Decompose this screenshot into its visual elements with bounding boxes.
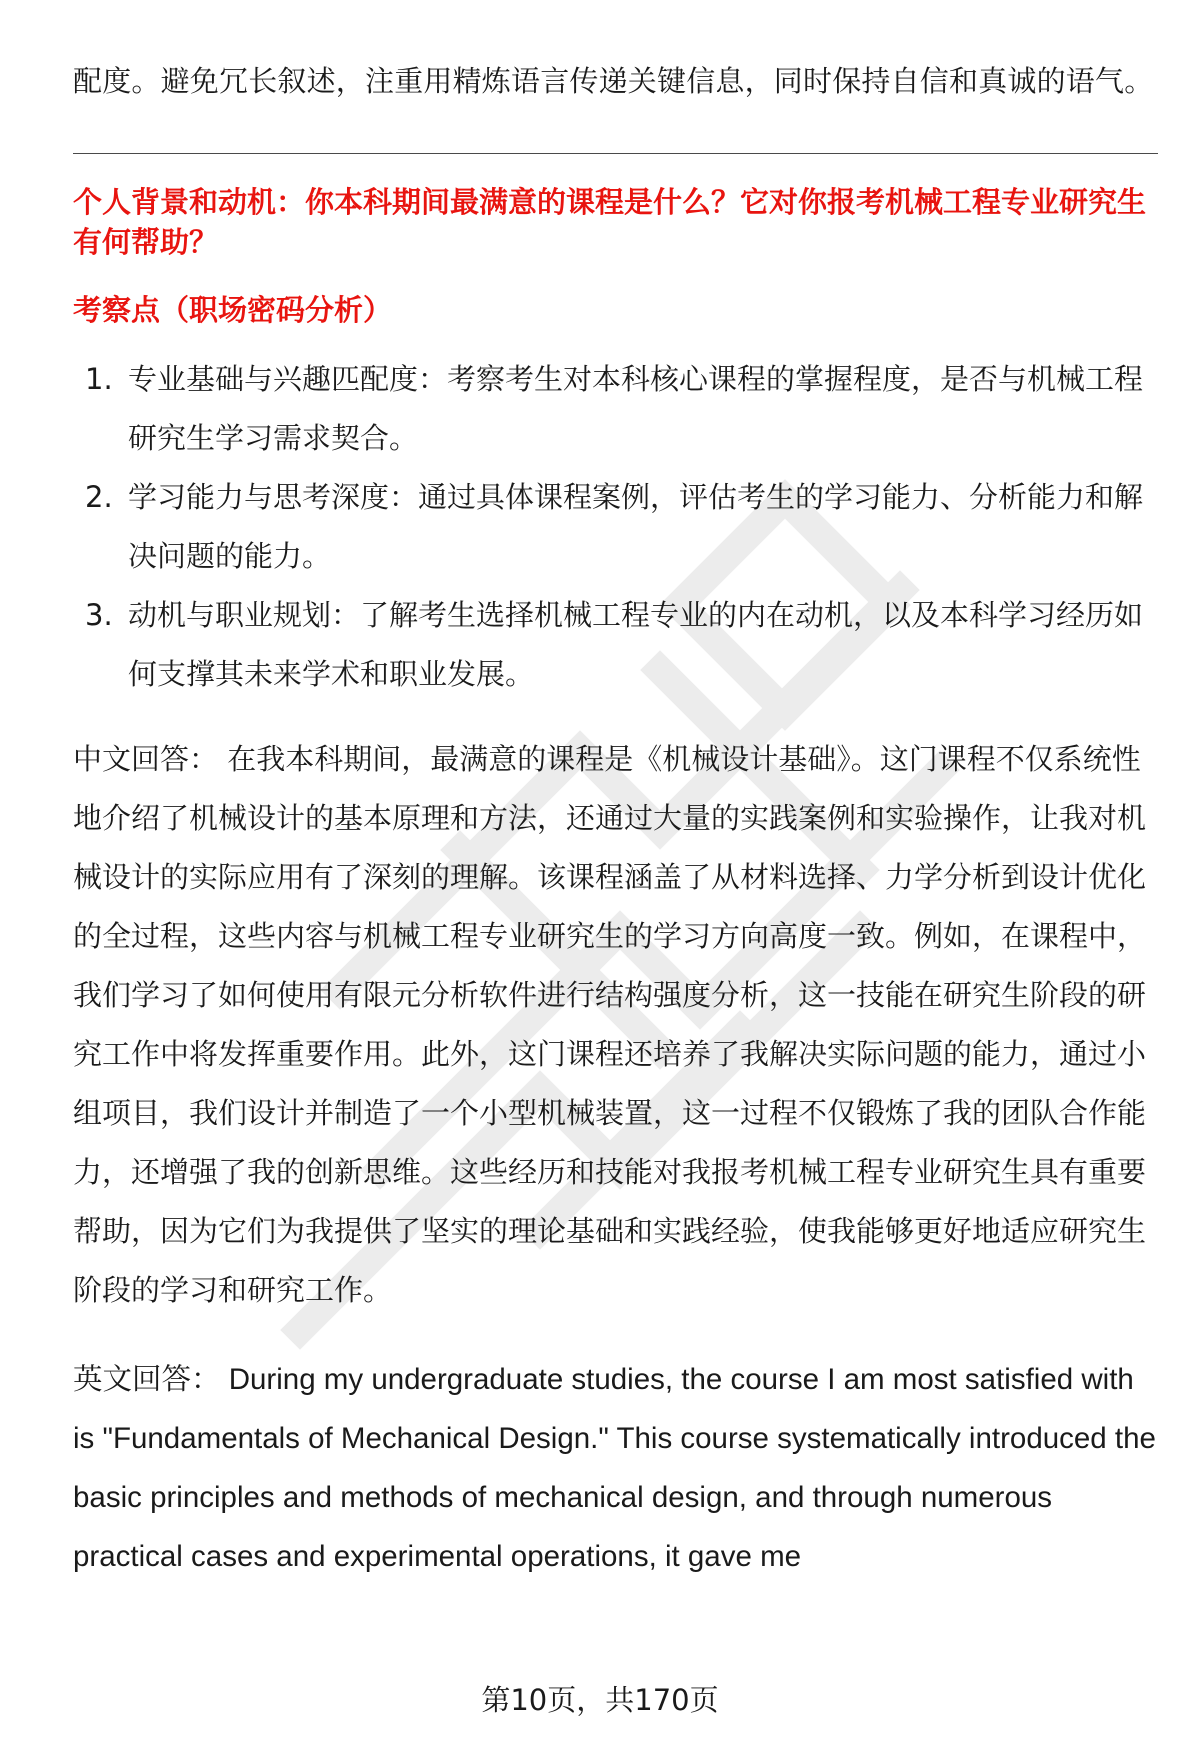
- analysis-heading: 考察点（职场密码分析）: [73, 293, 393, 327]
- analysis-point-1: [73, 350, 1158, 468]
- point-number: 3.: [85, 598, 113, 632]
- point-text: 专业基础与兴趣匹配度：考察考生对本科核心课程的掌握程度，是否与机械工程研究生学习需求契合。: [128, 362, 1144, 455]
- intro-paragraph: 配度。避免冗长叙述，注重用精炼语言传递关键信息，同时保持自信和真诚的语气。: [73, 64, 1154, 98]
- page-number-footer: 第10页，共170页: [481, 1683, 719, 1717]
- analysis-point-3: [73, 586, 1158, 704]
- page-content: [73, 52, 1158, 1586]
- point-number: 2.: [85, 480, 113, 514]
- question-heading: 个人背景和动机：你本科期间最满意的课程是什么？它对你报考机械工程专业研究生有何帮助？: [73, 185, 1147, 259]
- section-divider: [73, 153, 1158, 154]
- analysis-point-2: [73, 468, 1158, 586]
- point-text: 动机与职业规划：了解考生选择机械工程专业的内在动机，以及本科学习经历如何支撑其未来学术和职业发展。: [128, 598, 1144, 691]
- english-answer-paragraph: 英文回答： During my undergraduate studies, the course I am most satisfied with is "Fundamentals of Mechanical Design." This course systematically introduced the basic principles and methods of mechanical design, and through numerous practical cases and experimental operations, it gave me: [73, 1363, 1156, 1573]
- point-text: 学习能力与思考深度：通过具体课程案例，评估考生的学习能力、分析能力和解决问题的能力。: [128, 480, 1144, 573]
- point-number: 1.: [85, 362, 113, 396]
- analysis-points-list: [73, 350, 1158, 704]
- chinese-answer-paragraph: 中文回答： 在我本科期间，最满意的课程是《机械设计基础》。这门课程不仅系统性地介绍了机械设计的基本原理和方法，还通过大量的实践案例和实验操作，让我对机械设计的实际应用有了深刻的理解。该课程涵盖了从材料选择、力学分析到设计优化的全过程，这些内容与机械工程专业研究生的学习方向高度一致。例如，在课程中，我们学习了如何使用有限元分析软件进行结构强度分析，这一技能在研究生阶段的研究工作中将发挥重要作用。此外，这门课程还培养了我解决实际问题的能力，通过小组项目，我们设计并制造了一个小型机械装置，这一过程不仅锻炼了我的团队合作能力，还增强了我的创新思维。这些经历和技能对我报考机械工程专业研究生具有重要帮助，因为它们为我提供了坚实的理论基础和实践经验，使我能够更好地适应研究生阶段的学习和研究工作。: [73, 742, 1147, 1307]
